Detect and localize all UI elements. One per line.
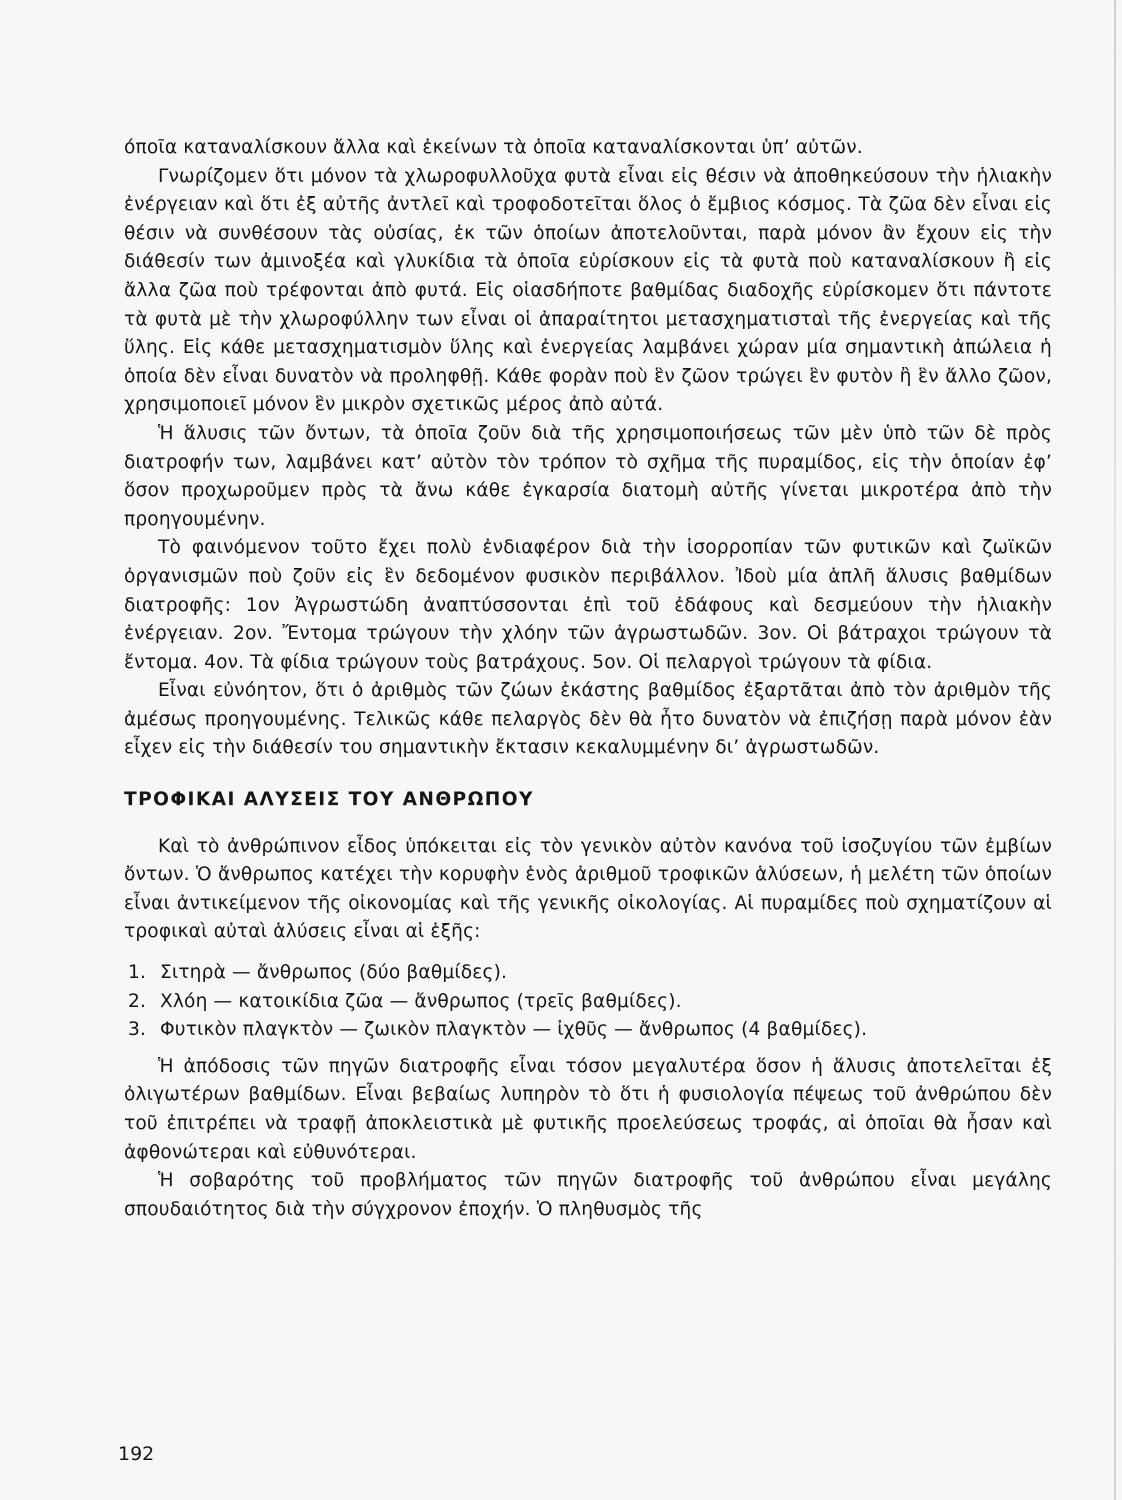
list-number: 2. <box>128 990 147 1012</box>
page-body <box>124 134 1052 1224</box>
list-text: Χλόη — κατοικίδια ζῶα — ἄνθρωπος (τρεῖς βαθμίδες). <box>160 990 682 1012</box>
paragraph: όποῖα καταναλίσκουν ἄλλα καὶ ἐκείνων τὰ ὁποῖα καταναλίσκονται ὑπ’ αὐτῶν. <box>124 137 863 158</box>
paragraph: Ἡ ἀπόδοσις τῶν πηγῶν διατροφῆς εἶναι τόσον μεγαλυτέρα ὅσον ἡ ἅλυσις ἀποτελεῖται ἐξ ὀλιγωτέρων βαθμίδων. Εἶναι βεβαίως λυπηρὸν τὸ ὅτι ἡ φυσιολογία πέψεως τοῦ ἀνθρώπου δὲν τοῦ ἐπιτρέπει νὰ τραφῇ ἀποκλειστικὰ μὲ φυτικῆς προελεύσεως τροφάς, αἱ ὁποῖαι θὰ ἦσαν καὶ ἀφθονώτεραι καὶ εὐθυνότεραι. <box>124 1055 1052 1163</box>
page-number: 192 <box>118 1443 155 1465</box>
paragraph: Εἶναι εὐνόητον, ὅτι ὁ ἀριθμὸς τῶν ζώων ἑκάστης βαθμίδος ἐξαρτᾶται ἀπὸ τὸν ἀριθμὸν τῆς ἀμέσως προηγουμένης. Τελικῶς κάθε πελαργὸς δὲν θὰ ἦτο δυνατὸν νὰ ἐπιζήσῃ παρὰ μόνον ἐὰν εἶχεν εἰς τὴν διάθεσίν του σημαντικὴν ἔκτασιν κεκαλυμμένην δι’ ἀγρωστωδῶν. <box>124 680 1052 759</box>
page-edge <box>1114 0 1116 1500</box>
paragraph: Γνωρίζομεν ὅτι μόνον τὰ χλωροφυλλοῦχα φυτὰ εἶναι εἰς θέσιν νὰ ἀποθηκεύσουν τὴν ἡλιακὴν ἐνέργειαν καὶ ὅτι ἐξ αὐτῆς ἀντλεῖ καὶ τροφοδοτεῖται ὅλος ὁ ἔμβιος κόσμος. Τὰ ζῶα δὲν εἶναι εἰς θέσιν νὰ συνθέσουν τὰς οὐσίας, ἐκ τῶν ὁποίων ἀποτελοῦνται, παρὰ μόνον ἂν ἔχουν εἰς τὴν διάθεσίν των ἀμινοξέα καὶ γλυκίδια τὰ ὁποῖα εὑρίσκουν εἰς τὰ φυτὰ ποὺ καταναλίσκουν ἢ εἰς ἄλλα ζῶα ποὺ τρέφονται ἀπὸ φυτά. Εἰς οἱασδήποτε βαθμίδας διαδοχῆς εὑρίσκομεν ὅτι πάντοτε τὰ φυτὰ μὲ τὴν χλωροφύλλην των εἶναι οἱ ἀπαραίτητοι μετασχηματισταὶ τῆς ἐνεργείας καὶ τῆς ὕλης. Εἰς κάθε μετασχηματισμὸν ὕλης καὶ ἐνεργείας λαμβάνει χώραν μία σημαντικὴ ἀπώλεια ἡ ὁποία δὲν εἶναι δυνατὸν νὰ προληφθῇ. Κάθε φορὰν ποὺ ἓν ζῶον τρώγει ἓν φυτὸν ἢ ἓν ἄλλο ζῶον, χρησιμοποιεῖ μόνον ἓν μικρὸν σχετικῶς μέρος ἀπὸ αὐτά. <box>124 165 1052 416</box>
paragraph: Τὸ φαινόμενον τοῦτο ἔχει πολὺ ἐνδιαφέρον διὰ τὴν ἰσορροπίαν τῶν φυτικῶν καὶ ζωϊκῶν ὀργανισμῶν ποὺ ζοῦν εἰς ἓν δεδομένον φυσικὸν περιβάλλον. Ἰδοὺ μία ἁπλῆ ἅλυσις βαθμίδων διατροφῆς: 1ον Ἀγρωστώδη ἀναπτύσσονται ἐπὶ τοῦ ἐδάφους καὶ δεσμεύουν τὴν ἡλιακὴν ἐνέργειαν. 2ον. Ἔντομα τρώγουν τὴν χλόην τῶν ἀγρωστωδῶν. 3ον. Οἱ βάτραχοι τρώγουν τὰ ἔντομα. 4ον. Τὰ φίδια τρώγουν τοὺς βατράχους. 5ον. Οἱ πελαργοὶ τρώγουν τὰ φίδια. <box>124 537 1052 673</box>
list-text: Φυτικὸν πλαγκτὸν — ζωικὸν πλαγκτὸν — ἰχθῦς — ἄνθρωπος (4 βαθμίδες). <box>160 1019 868 1041</box>
paragraph: Καὶ τὸ ἀνθρώπινον εἶδος ὑπόκειται εἰς τὸν γενικὸν αὐτὸν κανόνα τοῦ ἰσοζυγίου τῶν ἐμβίων ὄντων. Ὁ ἄνθρωπος κατέχει τὴν κορυφὴν ἑνὸς ἀριθμοῦ τροφικῶν ἁλύσεων, ἡ μελέτη τῶν ὁποίων εἶναι ἀντικείμενον τῆς οἰκονομίας καὶ τῆς γενικῆς οἰκολογίας. Αἱ πυραμίδες ποὺ σχηματίζουν αἱ τροφικαὶ αὐταὶ ἁλύσεις εἶναι αἱ ἑξῆς: <box>124 835 1052 943</box>
paragraph: Ἡ σοβαρότης τοῦ προβλήματος τῶν πηγῶν διατροφῆς τοῦ ἀνθρώπου εἶναι μεγάλης σπουδαιότητος διὰ τὴν σύγχρονον ἐποχήν. Ὁ πληθυσμὸς τῆς <box>124 1170 1052 1220</box>
list-item <box>124 1016 1052 1045</box>
trophic-chain-list <box>124 959 1052 1045</box>
list-item <box>124 959 1052 988</box>
paragraph: Ἡ ἅλυσις τῶν ὄντων, τὰ ὁποῖα ζοῦν διὰ τῆς χρησιμοποιήσεως τῶν μὲν ὑπὸ τῶν δὲ πρὸς διατροφήν των, λαμβάνει κατ’ αὐτὸν τὸν τρόπον τὸ σχῆμα τῆς πυραμίδος, εἰς τὴν ὁποίαν ἐφ’ ὅσον προχωροῦμεν πρὸς τὰ ἄνω κάθε ἐγκαρσία διατομὴ αὐτῆς γίνεται μικροτέρα ἀπὸ τὴν προηγουμένην. <box>124 422 1052 530</box>
list-number: 1. <box>128 962 147 984</box>
list-text: Σιτηρὰ — ἄνθρωπος (δύο βαθμίδες). <box>160 962 508 984</box>
section-heading: ΤΡΟΦΙΚΑΙ ΑΛΥΣΕΙΣ ΤΟΥ ΑΝΘΡΩΠΟΥ <box>124 789 534 811</box>
list-item <box>124 988 1052 1017</box>
list-number: 3. <box>128 1019 147 1041</box>
